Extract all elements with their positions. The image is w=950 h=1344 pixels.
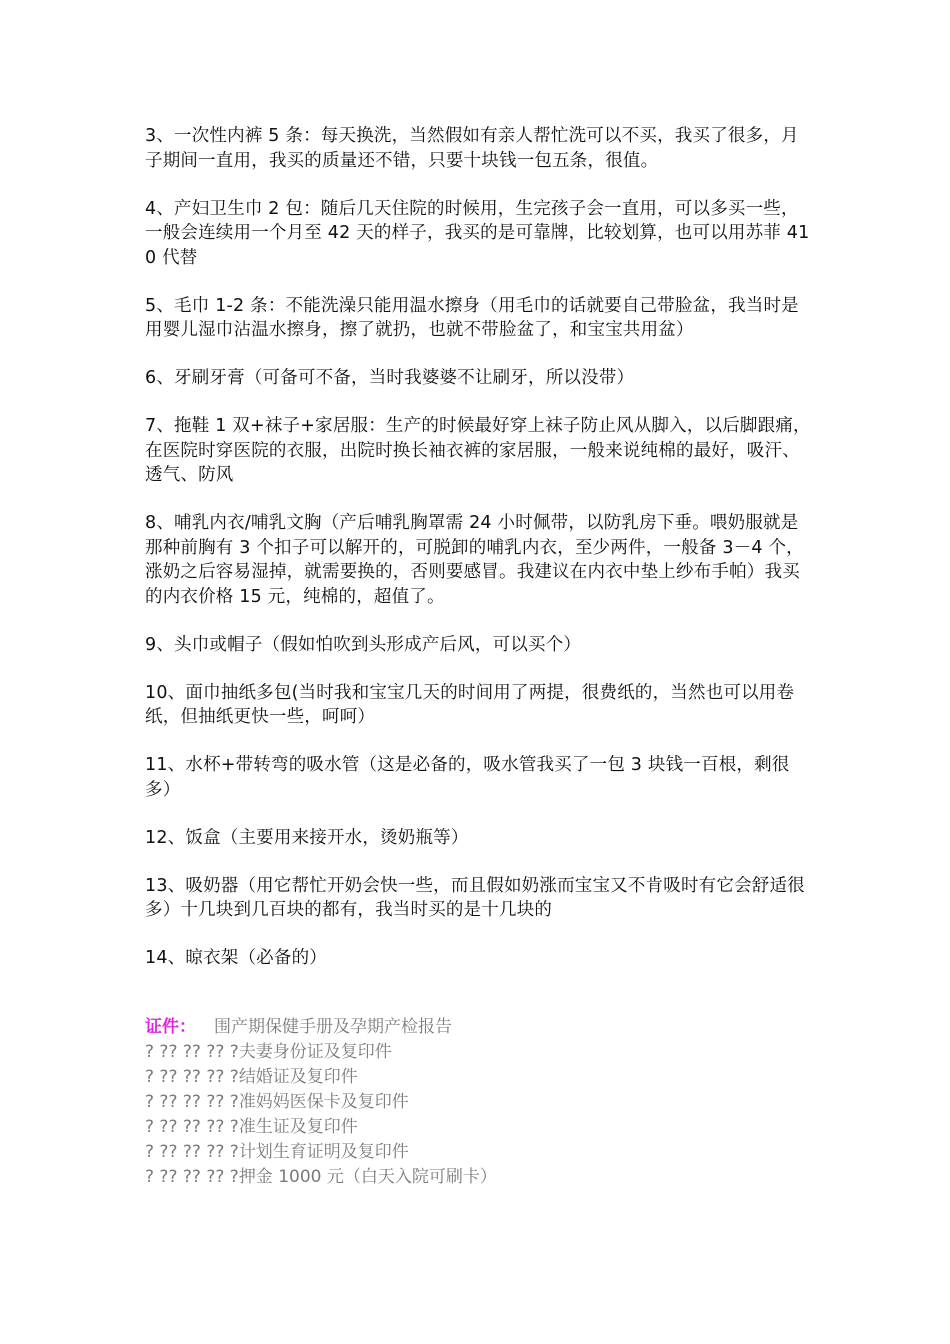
list-item: 4、产妇卫生巾 2 包：随后几天住院的时候用，生完孩子会一直用，可以多买一些，一般会连续用一个月至 42 天的样子，我买的是可靠牌，比较划算，也可以用苏菲 410 代替	[145, 198, 810, 268]
list-item: 3、一次性内裤 5 条：每天换洗，当然假如有亲人帮忙洗可以不买，我买了很多，月子期间一直用，我买的质量还不错，只要十块钱一包五条，很值。	[145, 126, 799, 171]
list-item: 5、毛巾 1-2 条：不能洗澡只能用温水擦身（用毛巾的话就要自己带脸盆，我当时是用婴儿湿巾沾温水擦身，擦了就扔，也就不带脸盆了，和宝宝共用盆）	[145, 295, 799, 340]
list-item: 14、晾衣架（必备的）	[145, 948, 327, 968]
documents-item	[145, 1090, 815, 1115]
list-item: 9、头巾或帽子（假如怕吹到头形成产后风，可以买个）	[145, 634, 582, 655]
documents-item	[145, 1065, 815, 1090]
checklist	[145, 124, 815, 994]
list-item: 7、拖鞋 1 双+袜子+家居服：生产的时候最好穿上袜子防止风从脚入，以后脚跟痛，在医院时穿医院的衣服，出院时换长袖衣裤的家居服，一般来说纯棉的最好，吸汗、透气、防风	[145, 416, 811, 485]
documents-heading: 证件：	[145, 1017, 196, 1037]
documents-item	[145, 1165, 815, 1190]
documents-item-text: 结婚证及复印件	[238, 1067, 358, 1087]
documents-item-text: 计划生育证明及复印件	[238, 1142, 409, 1162]
list-item: 6、牙刷牙膏（可备可不备，当时我婆婆不让刷牙，所以没带）	[145, 368, 635, 388]
documents-item	[145, 1140, 815, 1165]
documents-item-text: 准妈妈医保卡及复印件	[238, 1092, 409, 1112]
documents-item-prefix: ? ?? ?? ?? ?	[145, 1117, 239, 1137]
list-item: 10、面巾抽纸多包(当时我和宝宝几天的时间用了两提，很费纸的，当然也可以用卷纸，但抽纸更快一些，呵呵）	[145, 682, 795, 727]
list-item: 8、哺乳内衣/哺乳文胸（产后哺乳胸罩需 24 小时佩带，以防乳房下垂。喂奶服就是那种前胸有 3 个扣子可以解开的，可脱卸的哺乳内衣，至少两件，一般备 3－4 个，涨奶之后容易湿掉，就需要换的，否则要感冒。我建议在内衣中垫上纱布手帕）我买的内衣价格 15 元，纯棉的，超值了。	[145, 513, 804, 607]
documents-item	[145, 1040, 815, 1065]
documents-item-text: 夫妻身份证及复印件	[238, 1042, 392, 1062]
documents-item-prefix: ? ?? ?? ?? ?	[145, 1167, 239, 1187]
documents-first-item: 围产期保健手册及孕期产检报告	[214, 1017, 452, 1037]
list-item: 11、水杯+带转弯的吸水管（这是必备的，吸水管我买了一包 3 块钱一百根，剩很多）	[145, 755, 790, 800]
documents-heading-line	[145, 1015, 815, 1040]
documents-item-text: 押金 1000 元（白天入院可刷卡）	[238, 1167, 497, 1187]
documents-item-prefix: ? ?? ?? ?? ?	[145, 1092, 239, 1112]
documents-item-text: 准生证及复印件	[238, 1117, 358, 1137]
list-item: 13、吸奶器（用它帮忙开奶会快一些，而且假如奶涨而宝宝又不肯吸时有它会舒适很多）十几块到几百块的都有，我当时买的是十几块的	[145, 875, 805, 920]
documents-item	[145, 1115, 815, 1140]
documents-item-prefix: ? ?? ?? ?? ?	[145, 1042, 239, 1062]
documents-item-prefix: ? ?? ?? ?? ?	[145, 1142, 239, 1162]
documents-item-prefix: ? ?? ?? ?? ?	[145, 1067, 239, 1087]
list-item: 12、饭盒（主要用来接开水，烫奶瓶等）	[145, 827, 469, 848]
documents-section	[145, 1015, 815, 1190]
